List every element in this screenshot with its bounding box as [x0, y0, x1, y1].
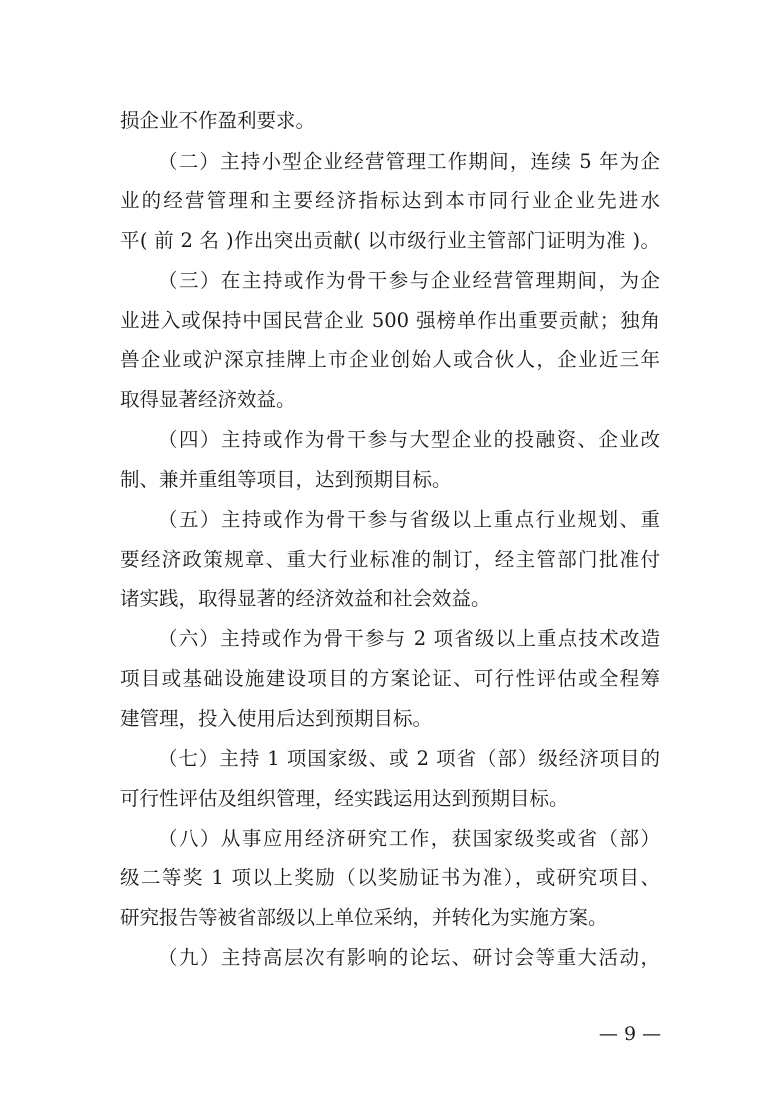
text-line: 兽企业或沪深京挂牌上市企业创始人或合伙人，企业近三年	[120, 348, 660, 371]
text-line: （八）从事应用经济研究工作，获国家级奖或省（部）	[158, 827, 660, 850]
text-line: 研究报告等被省部级以上单位采纳，并转化为实施方案。	[120, 906, 608, 929]
text-line: 级二等奖 1 项以上奖励（以奖励证书为准），或研究项目、	[120, 866, 660, 889]
text-line: （七）主持 1 项国家级、或 2 项省（部）级经济项目的	[158, 747, 660, 770]
text-line: 业的经营管理和主要经济指标达到本市同行业企业先进水	[120, 189, 660, 212]
text-line: （二）主持小型企业经营管理工作期间，连续 5 年为企	[158, 150, 660, 173]
text-line: 建管理，投入使用后达到预期目标。	[120, 707, 433, 730]
text-line: （四）主持或作为骨干参与大型企业的投融资、企业改	[158, 428, 660, 451]
text-line: 损企业不作盈利要求。	[120, 109, 316, 132]
text-line: 诸实践，取得显著的经济效益和社会效益。	[120, 587, 491, 610]
text-line: （五）主持或作为骨干参与省级以上重点行业规划、重	[158, 508, 660, 531]
text-line: 业进入或保持中国民营企业 500 强榜单作出重要贡献；独角	[120, 309, 660, 332]
text-line: （三）在主持或作为骨干参与企业经营管理期间，为企	[158, 269, 660, 292]
text-line: 制、兼并重组等项目，达到预期目标。	[120, 468, 452, 491]
text-line: 平( 前 2 名 )作出突出贡献( 以市级行业主管部门证明为准 )。	[120, 229, 660, 252]
text-line: 要经济政策规章、重大行业标准的制订，经主管部门批准付	[120, 548, 660, 571]
text-line: 项目或基础设施建设项目的方案论证、可行性评估或全程筹	[120, 667, 660, 690]
text-line: 取得显著经济效益。	[120, 388, 296, 411]
text-line: （九）主持高层次有影响的论坛、研讨会等重大活动，	[158, 946, 660, 969]
text-line: 可行性评估及组织管理，经实践运用达到预期目标。	[120, 787, 569, 810]
page-number: — 9 —	[598, 1023, 662, 1045]
text-line: （六）主持或作为骨干参与 2 项省级以上重点技术改造	[158, 627, 660, 650]
